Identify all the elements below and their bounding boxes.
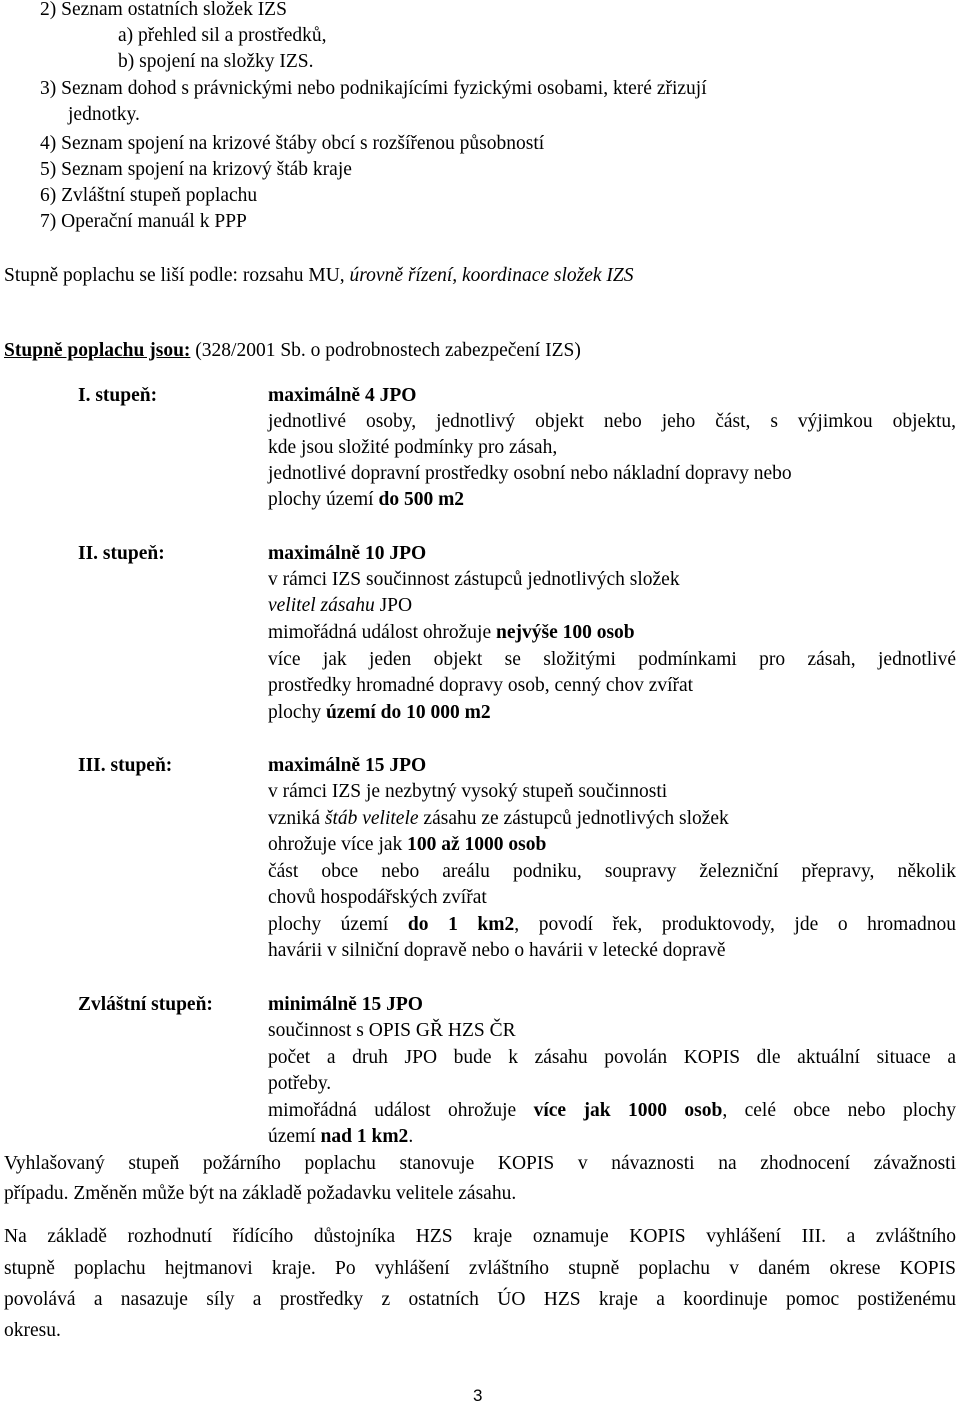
stage2-line2-text: JPO — [374, 595, 413, 616]
para1-line1: Vyhlašovaný stupeň požárního poplachu stanovuje KOPIS v návaznosti na zhodnocení závažnosti — [4, 1153, 956, 1174]
stage2-line6-text: plochy — [268, 702, 326, 723]
stage3-area: do 1 km2 — [407, 914, 515, 935]
intro-line — [4, 266, 634, 286]
special-line4 — [268, 1101, 956, 1121]
stage2-persons: nejvýše 100 osob — [495, 622, 635, 643]
list-item-3-cont: jednotky. — [68, 104, 140, 125]
list-item-6: 6) Zvláštní stupeň poplachu — [40, 185, 258, 206]
heading-underlined: Stupně poplachu jsou: — [4, 340, 191, 361]
stage2-line5: prostředky hromadné dopravy osob, cenný chov zvířat — [268, 675, 694, 696]
stage3-label: III. stupeň: — [78, 755, 173, 776]
stage3-line6-a: plochy území — [268, 914, 408, 935]
stage1-line1: jednotlivé osoby, jednotlivý objekt nebo jeho část, s výjimkou objektu, — [268, 411, 956, 432]
stage2-line3 — [268, 623, 635, 643]
stage3-line2-c: zásahu ze zástupců jednotlivých složek — [418, 808, 729, 829]
special-line5-c: . — [408, 1126, 414, 1147]
special-line1: součinnost s OPIS GŘ HZS ČR — [268, 1020, 516, 1041]
special-line3: potřeby. — [268, 1073, 332, 1094]
para1-line2: případu. Změněn může být na základě požadavku velitele zásahu. — [4, 1183, 517, 1204]
list-item-5: 5) Seznam spojení na krizový štáb kraje — [40, 159, 352, 180]
stage1-line3: jednotlivé dopravní prostředky osobní nebo nákladní dopravy nebo — [268, 463, 792, 484]
stage3-line5: chovů hospodářských zvířat — [268, 887, 487, 908]
stage3-line3-text: ohrožuje více jak — [268, 834, 408, 855]
stage3-title: maximálně 15 JPO — [268, 755, 427, 776]
list-item-2: 2) Seznam ostatních složek IZS — [40, 0, 287, 20]
stage1-title: maximálně 4 JPO — [268, 385, 417, 406]
para2-line4: okresu. — [4, 1320, 61, 1341]
special-line4-a: mimořádná událost ohrožuje — [268, 1100, 534, 1121]
special-line2: počet a druh JPO bude k zásahu povolán KOPIS dle aktuální situace a — [268, 1047, 956, 1068]
stage2-line1: v rámci IZS součinnost zástupců jednotlivých složek — [268, 569, 680, 590]
special-line4-c: , celé obce nebo plochy — [722, 1100, 957, 1121]
list-item-4: 4) Seznam spojení na krizové štáby obcí s rozšířenou působností — [40, 133, 545, 154]
list-item-3: 3) Seznam dohod s právnickými nebo podnikajícími fyzickými osobami, které zřizují — [40, 78, 707, 99]
list-item-7: 7) Operační manuál k PPP — [40, 211, 247, 232]
stage1-line2: kde jsou složité podmínky pro zásah, — [268, 437, 558, 458]
special-line5-a: území — [268, 1126, 321, 1147]
list-item-2a: a) přehled sil a prostředků, — [118, 25, 327, 46]
stage1-line4 — [268, 490, 464, 510]
stage3-line2-a: vzniká — [268, 808, 325, 829]
special-persons: více jak 1000 osob — [533, 1100, 723, 1121]
stage2-area: území do 10 000 m2 — [325, 702, 491, 723]
stage3-line3 — [268, 835, 546, 855]
stage2-line2 — [268, 596, 412, 616]
stage3-line2 — [268, 809, 729, 829]
stage2-line3-text: mimořádná událost ohrožuje — [268, 622, 496, 643]
stage3-line4: část obce nebo areálu podniku, soupravy železniční přepravy, několik — [268, 861, 956, 882]
stage2-label: II. stupeň: — [78, 543, 165, 564]
stage2-commander: velitel zásahu — [268, 595, 375, 616]
stage2-line6 — [268, 703, 491, 723]
stage3-staff: štáb velitele — [324, 808, 419, 829]
heading-rest: (328/2001 Sb. o podrobnostech zabezpečení IZS) — [190, 340, 581, 361]
special-label: Zvláštní stupeň: — [78, 994, 213, 1015]
stage1-area: do 500 m2 — [378, 489, 465, 510]
stage3-line1: v rámci IZS je nezbytný vysoký stupeň součinnosti — [268, 781, 668, 802]
stage3-persons: 100 až 1000 osob — [407, 834, 547, 855]
special-title: minimálně 15 JPO — [268, 994, 423, 1015]
stage3-line6 — [268, 915, 956, 935]
special-line5 — [268, 1127, 413, 1147]
list-item-2b: b) spojení na složky IZS. — [118, 51, 314, 72]
para2-line3: povolává a nasazuje síly a prostředky z ostatních ÚO HZS kraje a koordinuje pomoc postiženému — [4, 1289, 956, 1310]
stage3-line7: havárii v silniční dopravě nebo o havárii v letecké dopravě — [268, 940, 726, 961]
stage3-line6-c: , povodí řek, produktovody, jde o hromadnou — [514, 914, 956, 935]
intro-text: Stupně poplachu se liší podle: rozsahu MU, — [4, 265, 345, 286]
stage2-line4: více jak jeden objekt se složitými podmínkami pro zásah, jednotlivé — [268, 649, 956, 670]
para2-line2: stupně poplachu hejtmanovi kraje. Po vyhlášení zvláštního stupně poplachu v daném okrese KOPIS — [4, 1258, 956, 1279]
special-area: nad 1 km2 — [320, 1126, 409, 1147]
section-heading — [4, 341, 581, 361]
stage2-title: maximálně 10 JPO — [268, 543, 427, 564]
stage1-label: I. stupeň: — [78, 385, 158, 406]
stage1-line4-text: plochy území — [268, 489, 379, 510]
page-number: 3 — [473, 1386, 483, 1405]
intro-italic: úrovně řízení, koordinace složek IZS — [344, 265, 634, 286]
para2-line1: Na základě rozhodnutí řídícího důstojníka HZS kraje oznamuje KOPIS vyhlášení III. a zvláštního — [4, 1226, 956, 1247]
